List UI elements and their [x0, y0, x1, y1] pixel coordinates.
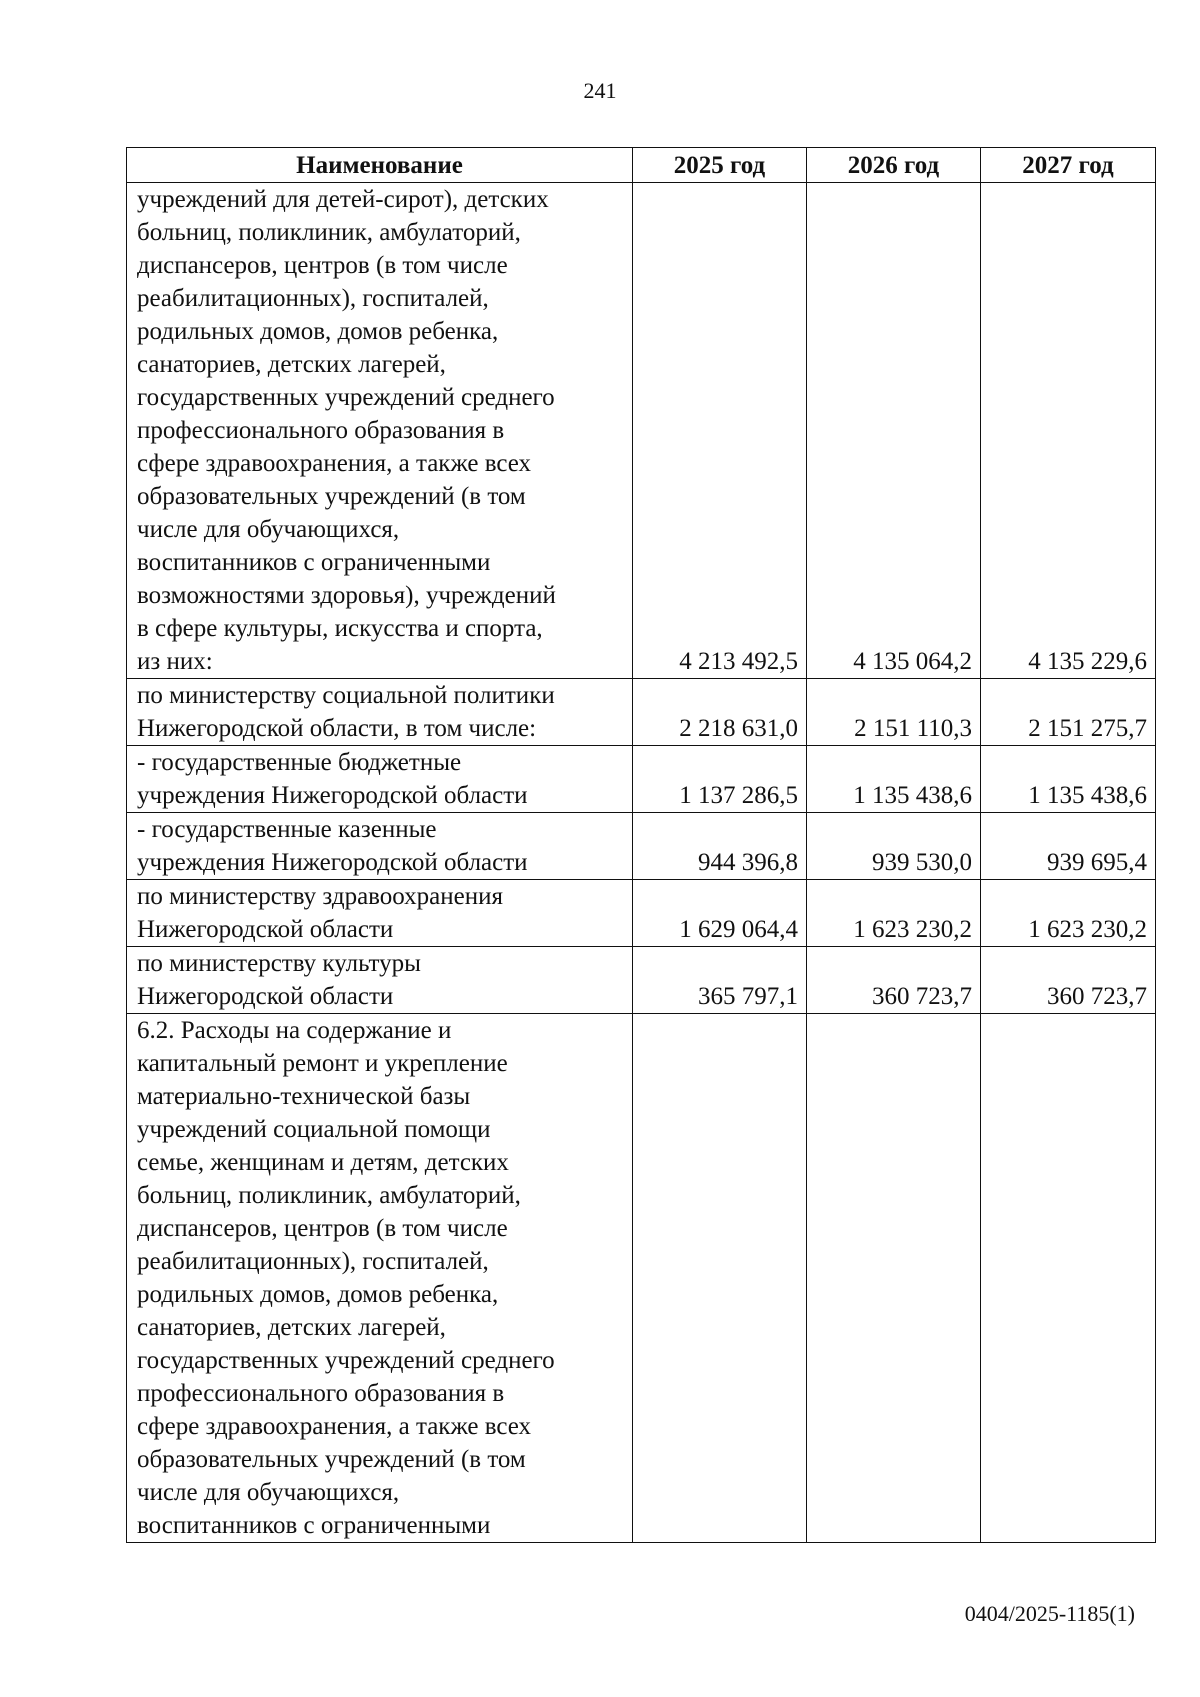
header-2027: 2027 год [981, 148, 1156, 183]
header-2026: 2026 год [807, 148, 981, 183]
table-row [127, 947, 1156, 1014]
row-value-2027 [981, 1014, 1156, 1543]
table-header-row [127, 148, 1156, 183]
row-value-2025: 365 797,1 [633, 947, 807, 1014]
page-number: 241 [583, 78, 617, 103]
row-value-2027: 360 723,7 [981, 947, 1156, 1014]
row-name: - государственные казенные учреждения Нижегородской области [127, 813, 633, 880]
row-value-2027: 1 135 438,6 [981, 746, 1156, 813]
row-value-2026: 1 135 438,6 [807, 746, 981, 813]
row-value-2025: 1 629 064,4 [633, 880, 807, 947]
row-name: по министерству культуры Нижегородской области [127, 947, 633, 1014]
row-value-2026: 1 623 230,2 [807, 880, 981, 947]
header-name: Наименование [127, 148, 633, 183]
table-row [127, 813, 1156, 880]
row-value-2025: 944 396,8 [633, 813, 807, 880]
row-value-2027: 4 135 229,6 [981, 183, 1156, 679]
table-row [127, 183, 1156, 679]
table-row [127, 1014, 1156, 1543]
row-name: по министерству здравоохранения Нижегородской области [127, 880, 633, 947]
row-value-2027: 1 623 230,2 [981, 880, 1156, 947]
row-name: 6.2. Расходы на содержание и капитальный ремонт и укрепление материально-технической базы учреждений социальной помощи семье, женщинам и детям, детских больниц, поликлиник, амбулаторий, диспансеров, центров (в том числе реабилитационных), госпиталей, родильных домов, домов ребенка, санаториев, детских лагерей, государственных учреждений среднего профессионального образования в сфере здравоохранения, а также всех образовательных учреждений (в том числе для обучающихся, воспитанников с ограниченными [127, 1014, 633, 1543]
row-value-2026: 360 723,7 [807, 947, 981, 1014]
budget-table [126, 147, 1156, 1543]
table-row [127, 880, 1156, 947]
header-2025: 2025 год [633, 148, 807, 183]
table-row [127, 746, 1156, 813]
row-value-2025: 1 137 286,5 [633, 746, 807, 813]
table-row [127, 679, 1156, 746]
row-value-2026: 2 151 110,3 [807, 679, 981, 746]
row-value-2025: 2 218 631,0 [633, 679, 807, 746]
row-value-2026: 939 530,0 [807, 813, 981, 880]
row-name: по министерству социальной политики Нижегородской области, в том числе: [127, 679, 633, 746]
row-value-2025 [633, 1014, 807, 1543]
row-value-2027: 939 695,4 [981, 813, 1156, 880]
document-code: 0404/2025-1185(1) [964, 1601, 1135, 1626]
row-value-2026: 4 135 064,2 [807, 183, 981, 679]
row-value-2025: 4 213 492,5 [633, 183, 807, 679]
row-value-2026 [807, 1014, 981, 1543]
row-name: учреждений для детей-сирот), детских больниц, поликлиник, амбулаторий, диспансеров, центров (в том числе реабилитационных), госпиталей, родильных домов, домов ребенка, санаториев, детских лагерей, государственных учреждений среднего профессионального образования в сфере здравоохранения, а также всех образовательных учреждений (в том числе для обучающихся, воспитанников с ограниченными возможностями здоровья), учреждений в сфере культуры, искусства и спорта, из них: [127, 183, 633, 679]
row-value-2027: 2 151 275,7 [981, 679, 1156, 746]
row-name: - государственные бюджетные учреждения Нижегородской области [127, 746, 633, 813]
